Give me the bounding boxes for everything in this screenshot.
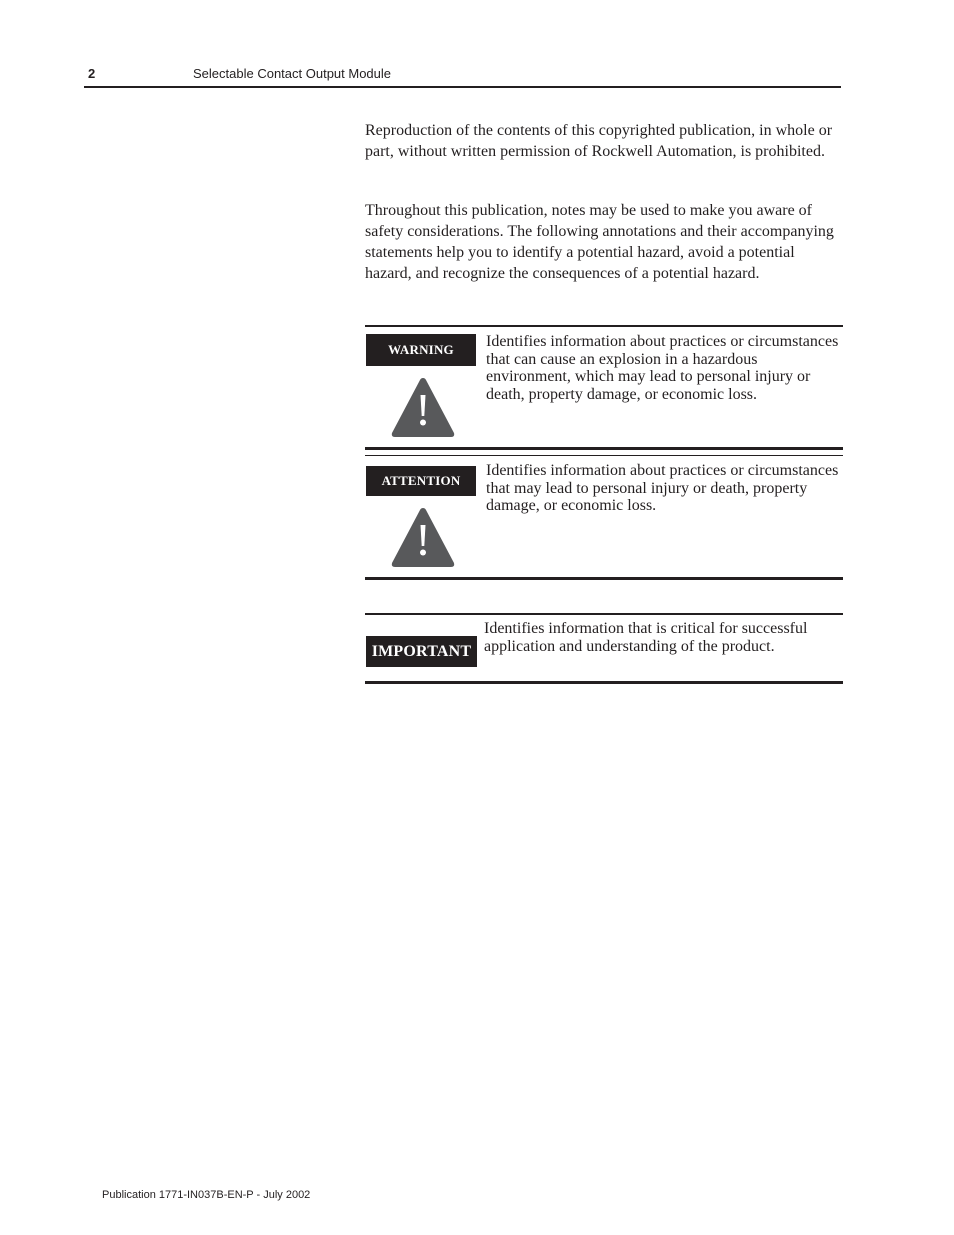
important-top-rule	[365, 613, 843, 615]
safety-intro-paragraph: Throughout this publication, notes may be used to make you aware of safety considerations. The following annotations and their accompanying statements help you to identify a potential hazard, avoid a potential hazard, and recognize the consequences of a potential hazard.	[365, 202, 834, 282]
attention-bottom-rule	[365, 577, 843, 580]
warning-triangle-icon	[390, 375, 456, 439]
important-notice	[365, 613, 843, 685]
important-label: IMPORTANT	[366, 636, 477, 667]
important-text: Identifies information that is critical for successful application and understanding of the product.	[484, 620, 808, 655]
publication-footer: Publication 1771-IN037B-EN-P - July 2002	[102, 1189, 311, 1201]
running-title: Selectable Contact Output Module	[193, 66, 392, 81]
warning-bottom-rule	[365, 447, 843, 450]
important-bottom-rule	[365, 681, 843, 684]
warning-top-rule	[365, 325, 843, 327]
warning-notice	[365, 325, 843, 457]
page-header	[84, 64, 841, 88]
attention-notice	[365, 456, 843, 581]
copyright-paragraph: Reproduction of the contents of this copyrighted publication, in whole or part, without written permission of Rockwell Automation, is prohibited.	[365, 122, 833, 160]
attention-label: ATTENTION	[366, 466, 476, 496]
page-number: 2	[88, 66, 96, 81]
warning-text: Identifies information about practices or circumstances that can cause an explosion in a hazardous environment, which may lead to personal injury or death, property damage, or economic loss.	[486, 333, 839, 403]
attention-text: Identifies information about practices or circumstances that may lead to personal injury or death, property damage, or economic loss.	[486, 462, 839, 514]
attention-triangle-icon	[390, 505, 456, 569]
warning-label: WARNING	[366, 334, 476, 366]
